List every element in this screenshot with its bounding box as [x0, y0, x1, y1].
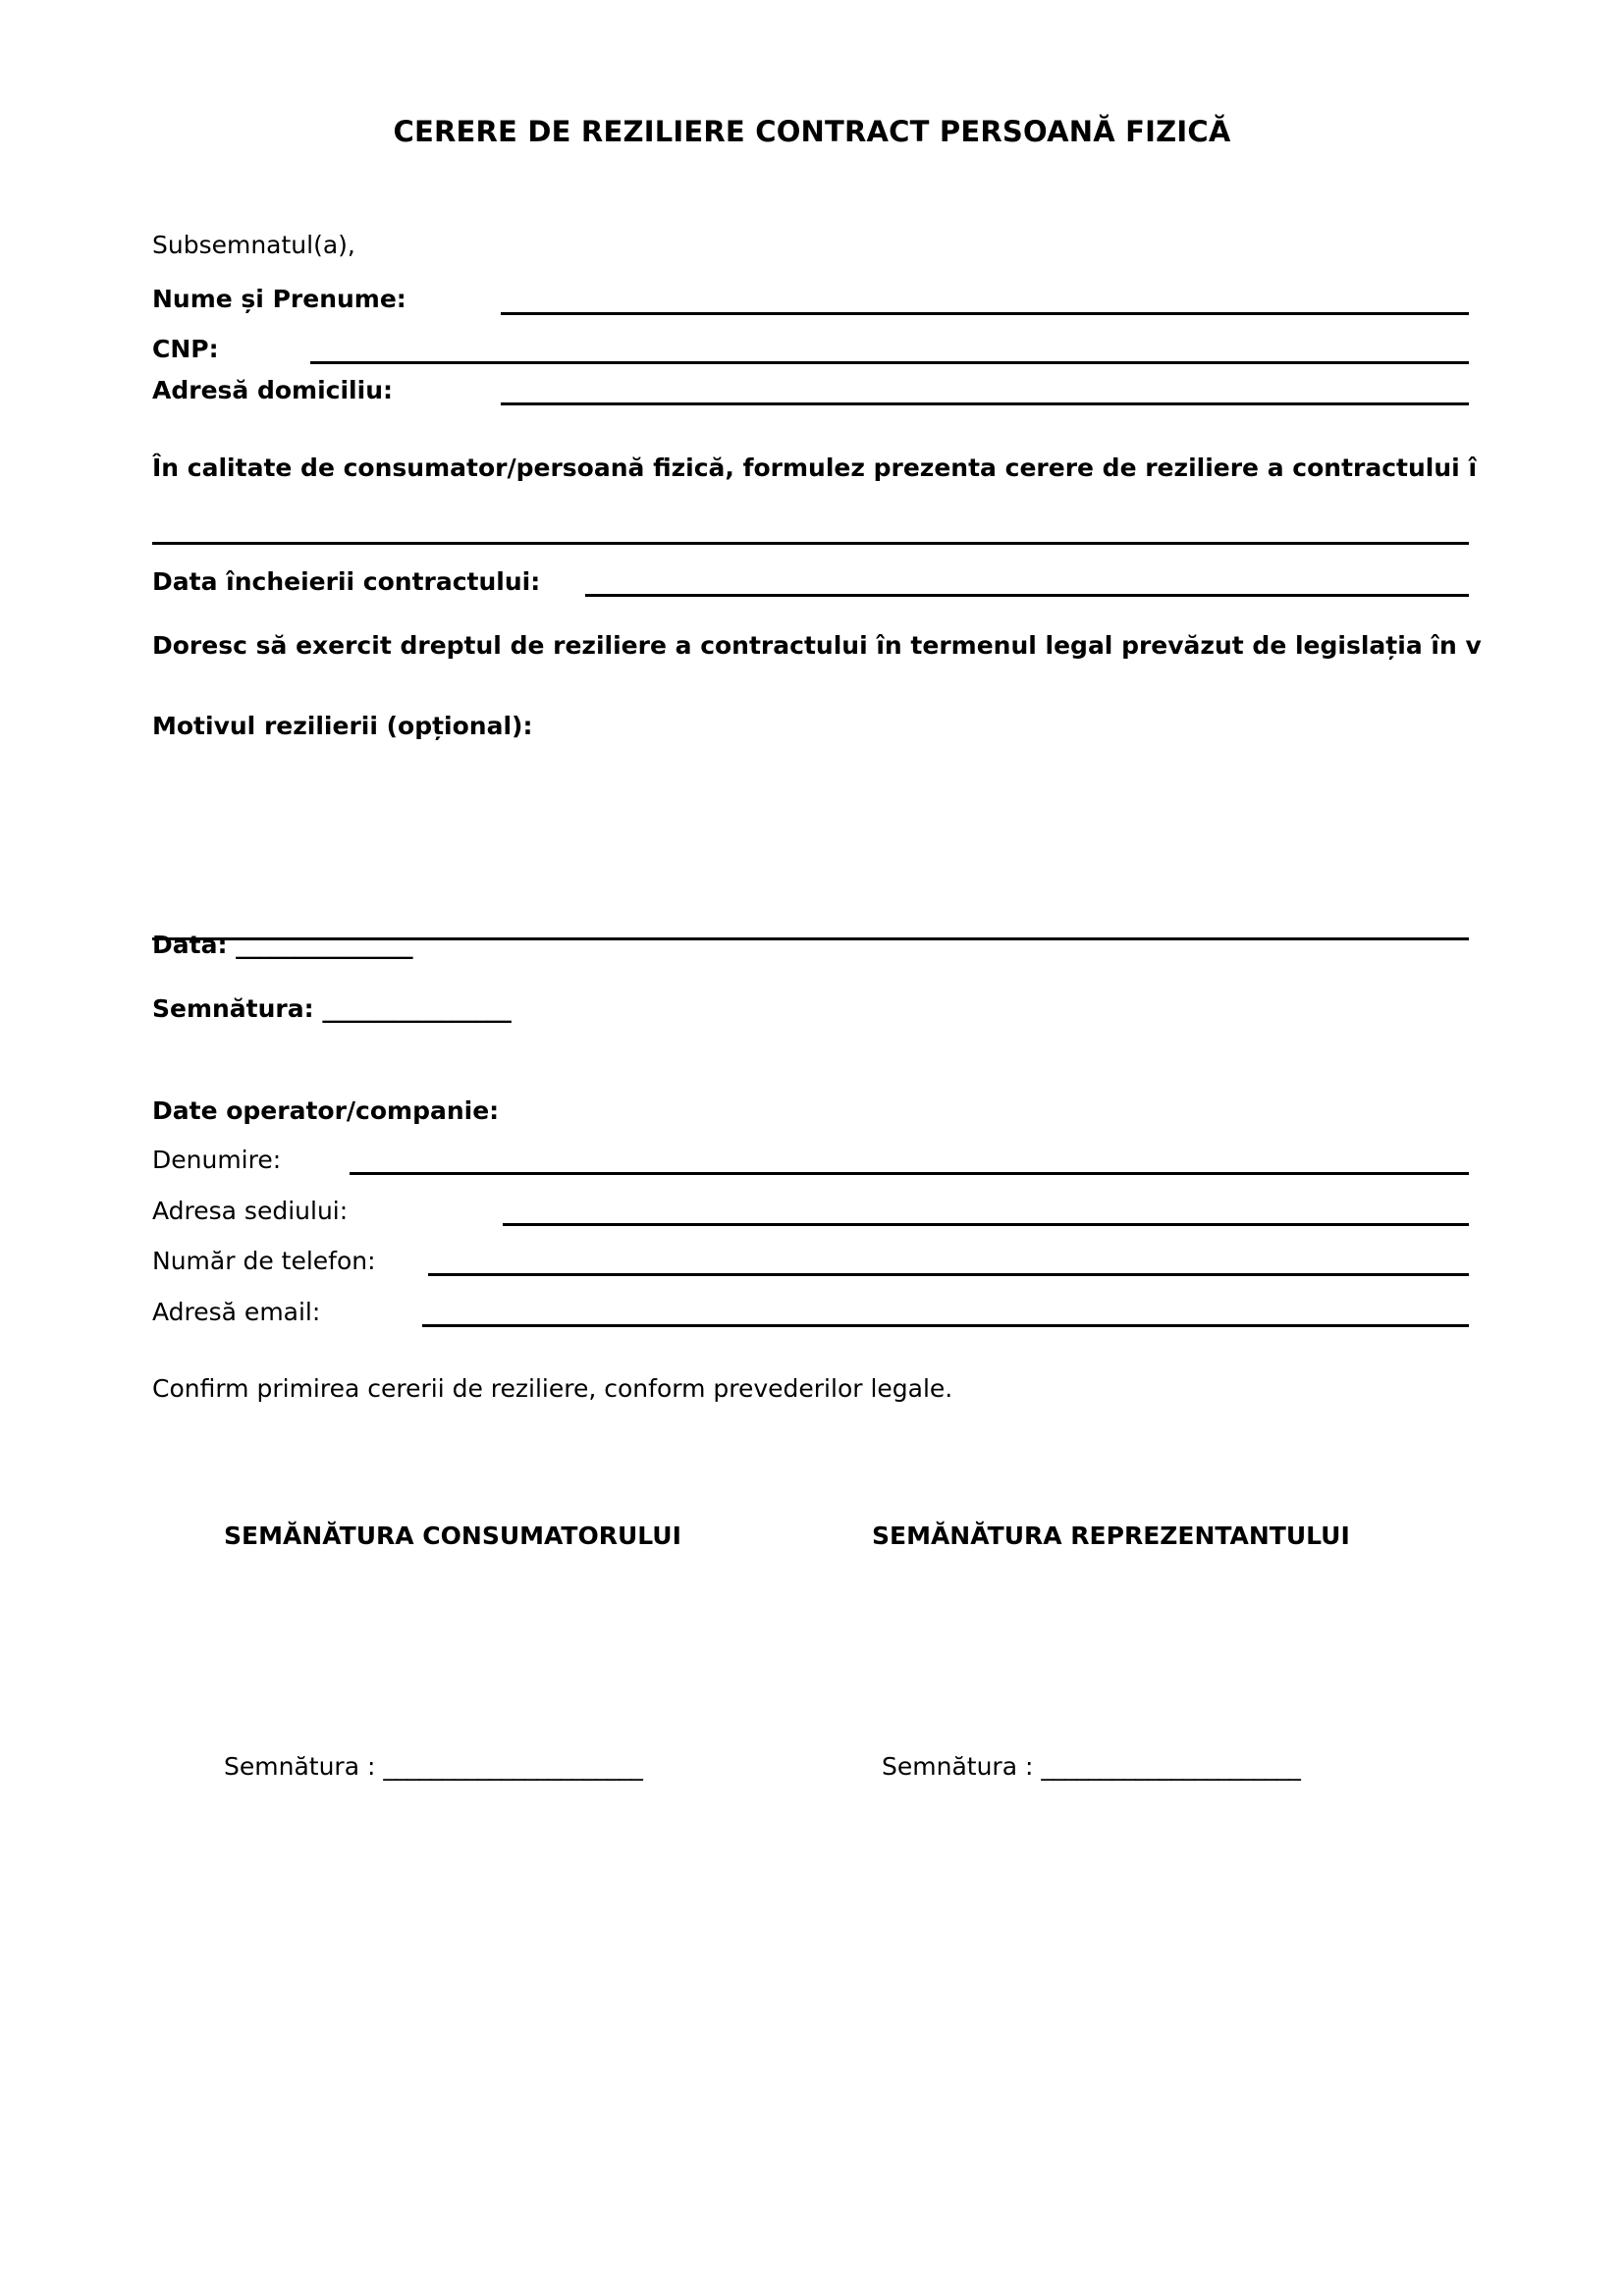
representative-signature-row	[882, 1752, 1300, 1781]
blank-nume-prenume[interactable]	[501, 312, 1469, 315]
label-data-incheierii: Data încheierii contractului:	[152, 567, 541, 596]
declaration-text: În calitate de consumator/persoană fizică, formulez prezenta cerere de reziliere a contractului î	[152, 454, 1478, 482]
blank-numar-telefon[interactable]	[428, 1273, 1469, 1276]
blank-denumire[interactable]	[350, 1172, 1469, 1175]
blank-data[interactable]: _______________	[236, 931, 413, 959]
label-adresa-domiciliu: Adresă domiciliu:	[152, 376, 393, 404]
label-motivul-rezilierii: Motivul rezilierii (opțional):	[152, 712, 533, 740]
label-nume-prenume: Nume și Prenume:	[152, 285, 406, 313]
consumer-signature-row	[224, 1752, 642, 1781]
operator-heading: Date operator/companie:	[152, 1096, 500, 1125]
blank-declaration-continuation[interactable]	[152, 542, 1469, 545]
blank-consumer-signature[interactable]: ______________________	[383, 1752, 643, 1781]
page-title: CERERE DE REZILIERE CONTRACT PERSOANĂ FIZICĂ	[393, 115, 1231, 148]
label-cnp: CNP:	[152, 335, 219, 363]
blank-adresa-domiciliu[interactable]	[501, 402, 1469, 405]
signing-signature-row	[152, 994, 511, 1024]
representative-signature-heading: SEMĂNĂTURA REPREZENTANTULUI	[872, 1522, 1350, 1550]
blank-adresa-email[interactable]	[422, 1324, 1469, 1327]
blank-data-incheierii[interactable]	[585, 594, 1469, 597]
blank-semnatura[interactable]: ________________	[322, 994, 512, 1023]
consumer-signature-heading: SEMĂNĂTURA CONSUMATORULUI	[224, 1522, 681, 1550]
label-semnatura: Semnătura:	[152, 994, 314, 1023]
intro-text: Subsemnatul(a),	[152, 231, 355, 259]
label-denumire: Denumire:	[152, 1146, 282, 1174]
right-statement-text: Doresc să exercit dreptul de reziliere a contractului în termenul legal prevăzut de legislația în v	[152, 631, 1482, 660]
label-adresa-sediului: Adresa sediului:	[152, 1197, 349, 1225]
label-adresa-email: Adresă email:	[152, 1298, 321, 1326]
label-data: Data:	[152, 931, 228, 959]
label-numar-telefon: Număr de telefon:	[152, 1247, 376, 1275]
blank-adresa-sediului[interactable]	[503, 1223, 1469, 1226]
signing-date-row	[152, 931, 412, 960]
blank-cnp[interactable]	[310, 361, 1469, 364]
blank-representative-signature[interactable]: ______________________	[1041, 1752, 1301, 1781]
label-consumer-signature: Semnătura :	[224, 1752, 376, 1781]
confirmation-text: Confirm primirea cererii de reziliere, conform prevederilor legale.	[152, 1374, 953, 1403]
label-representative-signature: Semnătura :	[882, 1752, 1034, 1781]
